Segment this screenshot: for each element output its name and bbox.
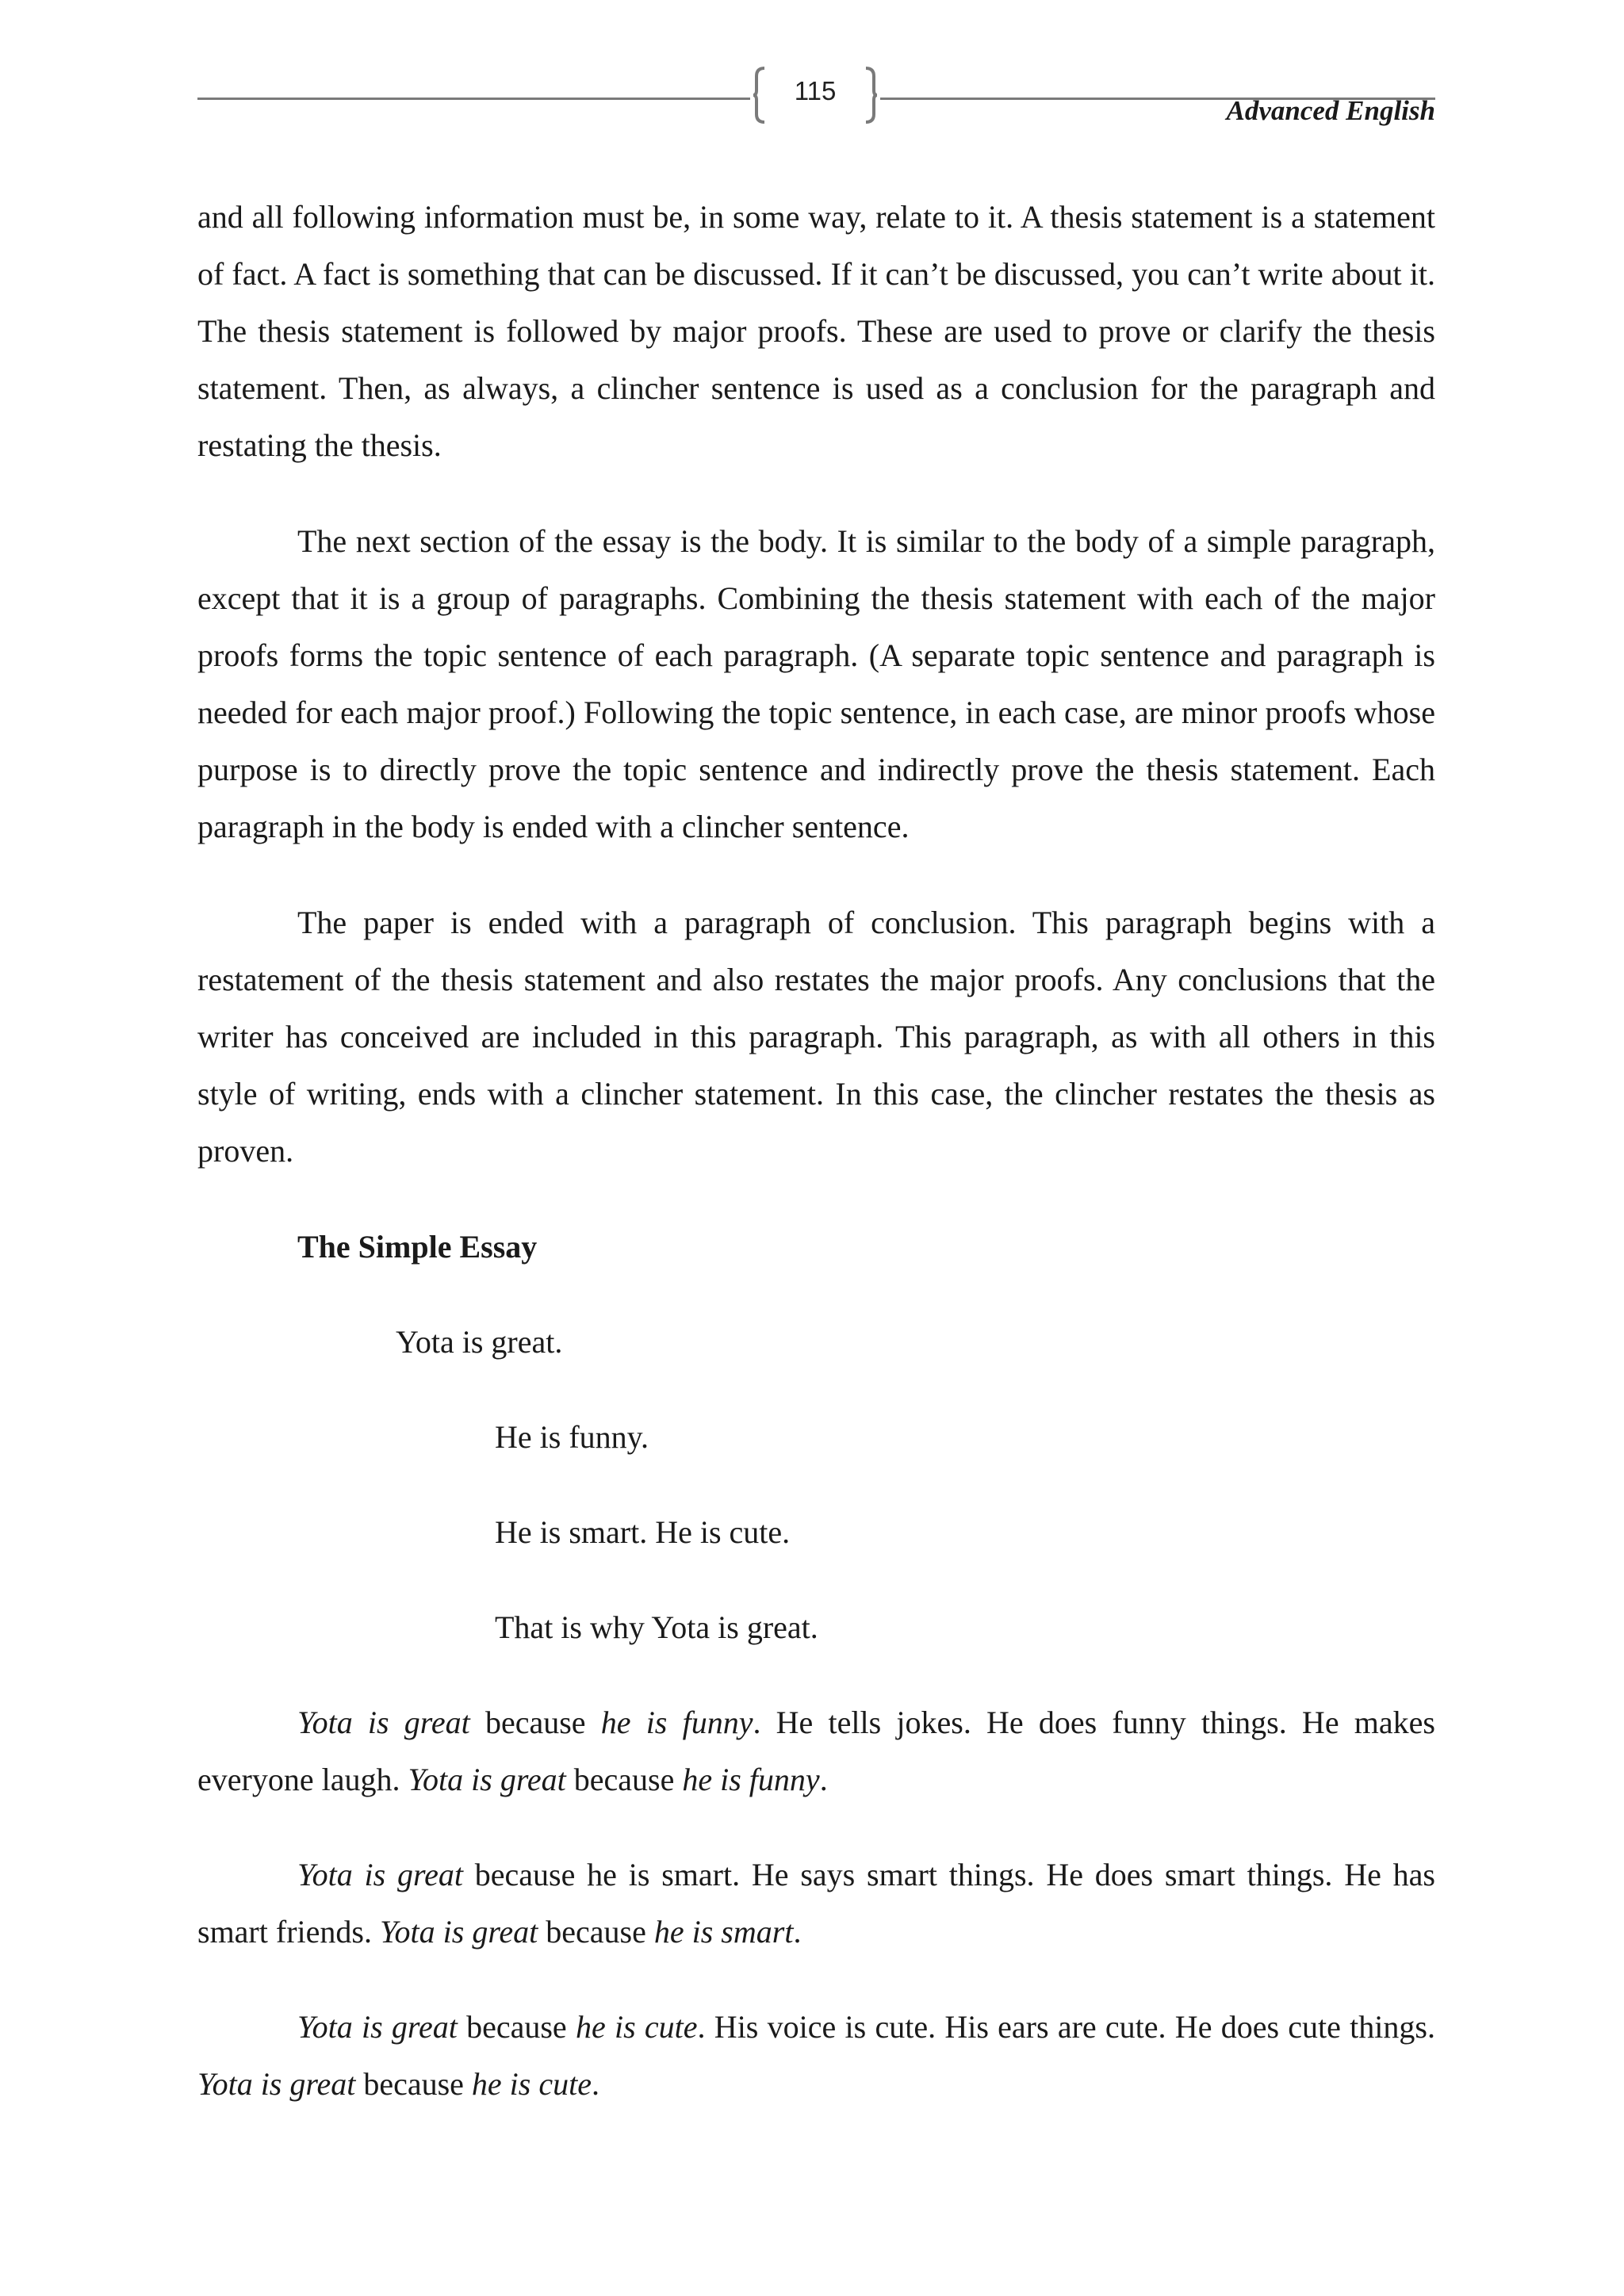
- example-paragraph-smart: [197, 1846, 1435, 1961]
- example-text: because: [469, 1705, 601, 1740]
- example-phrase: Yota is great: [408, 1762, 566, 1797]
- example-paragraph-funny: [197, 1694, 1435, 1808]
- example-phrase: Yota is great: [379, 1914, 538, 1950]
- example-phrase: Yota is great: [297, 2009, 458, 2045]
- example-text: . He tells jokes. He does funny things. He makes everyone laugh.: [197, 1705, 1435, 1797]
- section-heading: The Simple Essay: [297, 1229, 538, 1265]
- example-phrase: he is cute: [471, 2066, 592, 2102]
- example-phrase: he is cute: [575, 2009, 698, 2045]
- page-number: 115: [794, 76, 837, 105]
- example-text: .: [793, 1914, 802, 1950]
- outline-clincher: That is why Yota is great.: [495, 1609, 818, 1645]
- left-brace-icon: [753, 67, 766, 124]
- example-phrase: Yota is great: [297, 1857, 463, 1892]
- example-text: .: [819, 1762, 828, 1797]
- example-text: . His voice is cute. His ears are cute. He does cute things.: [697, 2009, 1435, 2045]
- example-paragraph-cute: [197, 1999, 1435, 2113]
- body-paragraph-1: and all following information must be, in some way, relate to it. A thesis statement is a statement of fact. A fact is something that can be discussed. If it can’t be discussed, you can’t write about it. The thesis statement is followed by major proofs. These are used to prove or clarify the thesis statement. Then, as always, a clincher sentence is used as a conclusion for the paragraph and restating the thesis.: [197, 199, 1435, 463]
- outline-proof-2: He is smart. He is cute.: [495, 1514, 791, 1550]
- body-paragraph-2: The next section of the essay is the body. It is similar to the body of a simple paragraph, except that it is a group of paragraphs. Combining the thesis statement with each of the major proofs forms the topic sentence of each paragraph. (A separate topic sentence and paragraph is needed for each major proof.) Following the topic sentence, in each case, are minor proofs whose purpose is to directly prove the topic sentence and indirectly prove the thesis statement. Each paragraph in the body is ended with a clincher sentence.: [197, 523, 1435, 844]
- header-rule-left: [197, 98, 750, 100]
- example-text: .: [591, 2066, 599, 2102]
- example-text: because: [538, 1914, 654, 1950]
- example-phrase: he is funny: [600, 1705, 753, 1740]
- right-brace-icon: [864, 67, 877, 124]
- example-phrase: he is smart: [653, 1914, 794, 1950]
- example-text: because: [457, 2009, 576, 2045]
- example-text: because: [565, 1762, 683, 1797]
- outline-proof-1: He is funny.: [495, 1419, 649, 1455]
- outline-thesis: Yota is great.: [396, 1324, 563, 1360]
- body-paragraph-3: The paper is ended with a paragraph of conclusion. This paragraph begins with a restatement of the thesis statement and also restates the major proofs. Any conclusions that the writer has conceived are included in this paragraph. This paragraph, as with all others in this style of writing, ends with a clincher statement. In this case, the clincher restates the thesis as proven.: [197, 905, 1435, 1169]
- example-phrase: Yota is great: [297, 1705, 470, 1740]
- example-phrase: Yota is great: [197, 2066, 356, 2102]
- running-title: Advanced English: [1226, 95, 1435, 126]
- example-text: because he is smart. He says smart things. He does smart things. He has smart friends.: [197, 1857, 1435, 1950]
- page-content: [197, 189, 1435, 2151]
- example-phrase: he is funny: [682, 1762, 820, 1797]
- example-text: because: [355, 2066, 472, 2102]
